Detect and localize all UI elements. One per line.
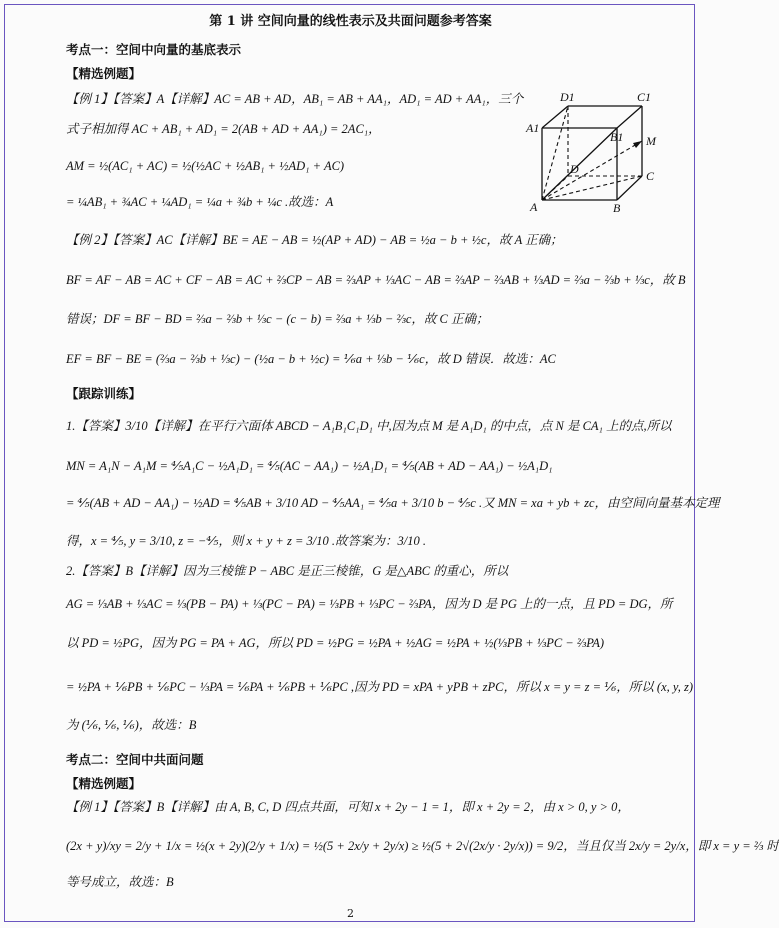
example-2-line-4: EF = BF − BE = (⅔a − ⅔b + ⅓c) − (½a − b + ½c) = ⅙a + ⅓b − ⅙c，故 D 错误．故选：AC: [66, 352, 556, 366]
coplanar-example-line-3: 等号成立，故选：B: [66, 875, 174, 889]
parallelepiped-figure: [520, 88, 660, 216]
follow-up-heading: 【跟踪训练】: [66, 386, 142, 401]
label-d: D: [570, 162, 579, 176]
label-b1: B1: [610, 130, 624, 144]
label-a1: A1: [526, 121, 540, 135]
training-2-line-1: 2.【答案】B【详解】因为三棱锥 P − ABC 是正三棱锥，G 是△ABC 的重心，所以: [66, 564, 509, 578]
page-title: 第 1 讲 空间向量的线性表示及共面问题参考答案: [209, 14, 492, 29]
label-c: C: [646, 169, 655, 183]
example-2-line-3: 错误；DF = BF − BD = ⅔a − ⅔b + ⅓c − (c − b) = ⅔a + ⅓b − ⅔c，故 C 正确；: [66, 312, 489, 326]
training-1-line-3: = ⅘(AB + AD − AA₁) − ½AD = ⅘AB + 3/10 AD − ⅘AA₁ = ⅘a + 3/10 b − ⅘c .又 MN = xa + yb + zc，由空间向量基本定理: [66, 496, 720, 510]
example-2-line-2: BF = AF − AB = AC + CF − AB = AC + ⅔CP − AB = ⅔AP + ⅓AC − AB = ⅔AP − ⅔AB + ⅓AD = ⅔a − ⅔b + ⅓c，故 B: [66, 273, 686, 287]
training-1-line-2: MN = A₁N − A₁M = ⅘A₁C − ½A₁D₁ = ⅘(AC − AA₁) − ½A₁D₁ = ⅘(AB + AD − AA₁) − ½A₁D₁: [66, 459, 553, 473]
example-2-line-1: 【例 2】【答案】AC【详解】BE = AE − AB = ½(AP + AD) − AB = ½a − b + ½c，故 A 正确；: [66, 233, 563, 247]
training-2-line-5: 为 (⅙, ⅙, ⅙)，故选：B: [66, 718, 197, 732]
section-2-title: 考点二：空间中共面问题: [66, 752, 204, 767]
coplanar-example-line-2: (2x + y)/xy = 2/y + 1/x = ½(x + 2y)(2/y + 1/x) = ½(5 + 2x/y + 2y/x) ≥ ½(5 + 2√(2x/y · 2y/x)) = 9/2，当且仅当 2x/y = 2y/x，即 x = y = ⅔ 时: [66, 839, 779, 853]
label-b: B: [613, 201, 621, 215]
training-2-line-4: = ½PA + ⅙PB + ⅙PC − ⅓PA = ⅙PA + ⅙PB + ⅙PC ,因为 PD = xPA + yPB + zPC，所以 x = y = z = ⅙，所以 (x, y, z): [66, 680, 693, 694]
label-m: M: [646, 134, 656, 148]
section-1-title: 考点一：空间中向量的基底表示: [66, 42, 242, 57]
example-1-line-3: AM = ½(AC₁ + AC) = ½(½AC + ½AB₁ + ½AD₁ + AC): [66, 159, 345, 173]
training-1-line-4: 得，x = ⅘, y = 3/10, z = −⅘，则 x + y + z = 3/10 .故答案为：3/10 .: [66, 534, 426, 548]
example-1-line-4: = ¼AB₁ + ¾AC + ¼AD₁ = ¼a + ¾b + ¼c .故选：A: [66, 195, 334, 209]
training-2-line-2: AG = ⅓AB + ⅓AC = ⅓(PB − PA) + ⅓(PC − PA) = ⅓PB + ⅓PC − ⅔PA，因为 D 是 PG 上的一点，且 PD = DG，所: [66, 597, 673, 611]
label-c1: C1: [637, 90, 652, 104]
label-a: A: [530, 200, 538, 214]
training-1-line-1: 1.【答案】3/10【详解】在平行六面体 ABCD − A₁B₁C₁D₁ 中,因为点 M 是 A₁D₁ 的中点，点 N 是 CA₁ 上的点,所以: [66, 419, 672, 433]
label-d1: D1: [560, 90, 575, 104]
example-1-line-2: 式子相加得 AC + AB₁ + AD₁ = 2(AB + AD + AA₁) = 2AC₁，: [66, 122, 381, 136]
featured-examples-heading-1: 【精选例题】: [66, 66, 142, 81]
page-number: 2: [347, 907, 354, 920]
training-2-line-3: 以 PD = ½PG，因为 PG = PA + AG，所以 PD = ½PG = ½PA + ½AG = ½PA + ½(⅓PB + ⅓PC − ⅔PA): [66, 636, 605, 650]
featured-examples-heading-2: 【精选例题】: [66, 776, 142, 791]
example-1-line-1: 【例 1】【答案】A【详解】AC = AB + AD，AB₁ = AB + AA₁，AD₁ = AD + AA₁，三个: [66, 92, 524, 106]
coplanar-example-line-1: 【例 1】【答案】B【详解】由 A, B, C, D 四点共面，可知 x + 2y − 1 = 1，即 x + 2y = 2，由 x > 0, y > 0，: [66, 800, 630, 814]
